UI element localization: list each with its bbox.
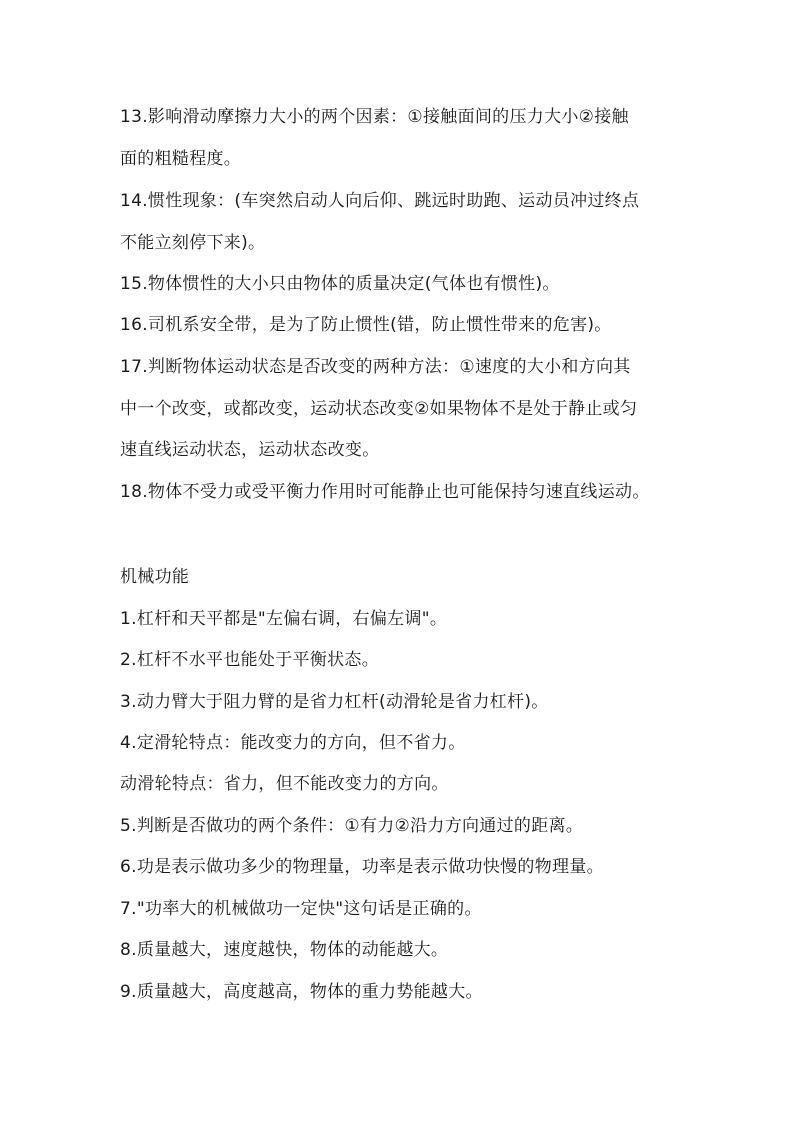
text-line-m2: 2.杠杆不水平也能处于平衡状态。 xyxy=(120,650,380,670)
text-line-17b: 中一个改变，或都改变，运动状态改变②如果物体不是处于静止或匀 xyxy=(120,399,638,419)
text-line-m3: 3.动力臂大于阻力臂的是省力杠杆(动滑轮是省力杠杆)。 xyxy=(120,692,549,712)
section-heading: 机械功能 xyxy=(120,567,190,587)
text-line-17c: 速直线运动状态，运动状态改变。 xyxy=(120,440,380,460)
text-line-13a: 13.影响滑动摩擦力大小的两个因素：①接触面间的压力大小②接触 xyxy=(120,107,629,127)
text-line-16: 16.司机系安全带，是为了防止惯性(错，防止惯性带来的危害)。 xyxy=(120,315,612,335)
text-line-13b: 面的粗糙程度。 xyxy=(120,149,242,169)
text-line-m4b: 动滑轮特点：省力，但不能改变力的方向。 xyxy=(120,774,449,794)
text-line-m1: 1.杠杆和天平都是"左偏右调，右偏左调"。 xyxy=(120,609,448,629)
text-line-m7: 7."功率大的机械做功一定快"这句话是正确的。 xyxy=(120,899,482,919)
text-line-14a: 14.惯性现象：(车突然启动人向后仰、跳远时助跑、运动员冲过终点 xyxy=(120,191,640,211)
text-line-m4a: 4.定滑轮特点：能改变力的方向，但不省力。 xyxy=(120,733,466,753)
text-line-m6: 6.功是表示做功多少的物理量，功率是表示做功快慢的物理量。 xyxy=(120,857,604,877)
text-line-14b: 不能立刻停下来)。 xyxy=(120,233,266,253)
text-line-m8: 8.质量越大，速度越快，物体的动能越大。 xyxy=(120,940,449,960)
text-line-17a: 17.判断物体运动状态是否改变的两种方法：①速度的大小和方向其 xyxy=(120,357,631,377)
text-line-15: 15.物体惯性的大小只由物体的质量决定(气体也有惯性)。 xyxy=(120,274,560,294)
text-line-m5: 5.判断是否做功的两个条件：①有力②沿力方向通过的距离。 xyxy=(120,816,584,836)
text-line-18: 18.物体不受力或受平衡力作用时可能静止也可能保持匀速直线运动。 xyxy=(120,482,650,502)
text-line-m9: 9.质量越大，高度越高，物体的重力势能越大。 xyxy=(120,982,483,1002)
